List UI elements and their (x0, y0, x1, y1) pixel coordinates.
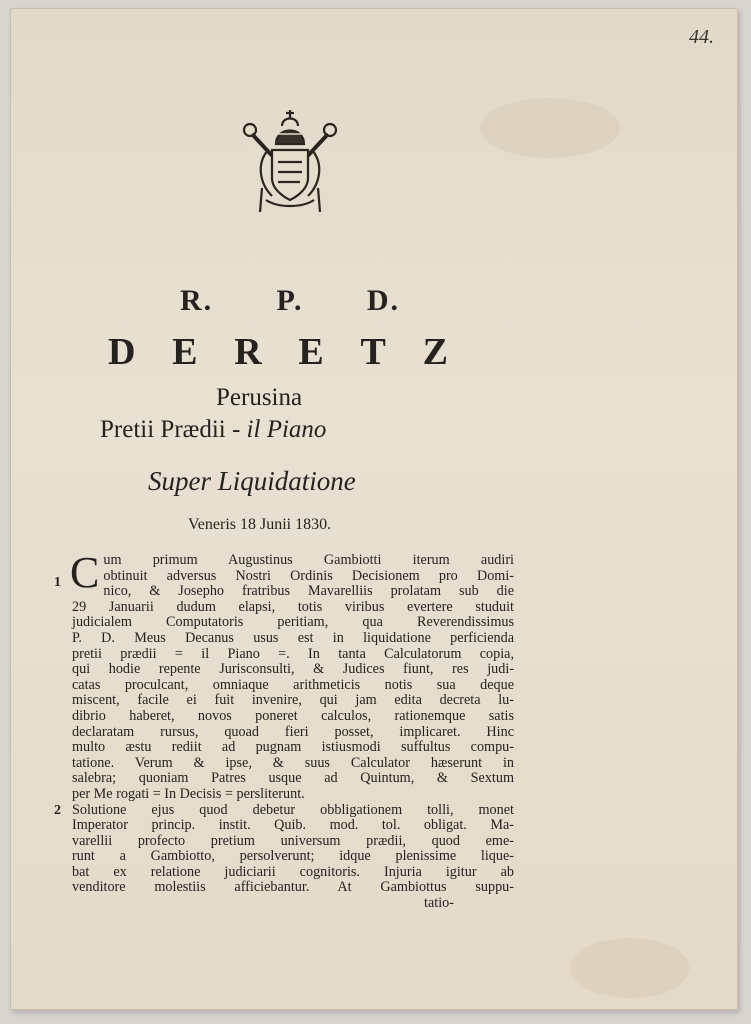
name-letter: T (360, 331, 386, 373)
text-line: catas proculcant, omniaque arithmeticis notis sua deque (72, 676, 514, 693)
name-letter: D (108, 331, 136, 373)
subject-italic: il Piano (246, 416, 327, 443)
text-line: Imperator princip. instit. Quib. mod. tol. obligat. Ma- (72, 817, 514, 834)
name-letter: R (234, 331, 262, 373)
abbr-letter: D. (366, 284, 400, 317)
place-name: Perusina (216, 384, 303, 411)
text-line: varellii profecto pretium universum prædii, quod eme- (72, 832, 514, 849)
text-line: obtinuit adversus Nostri Ordinis Decisionem pro Domi- (103, 567, 514, 584)
header-abbreviation (180, 284, 400, 318)
paper-stain (570, 938, 690, 998)
text-line: runt a Gambiotto, persolverunt; idque plenissime lique- (72, 848, 514, 865)
name-letter: E (172, 331, 198, 373)
text-line: qui hodie repente Jurisconsulti, & Judices fiunt, res judi- (72, 661, 514, 678)
header-name (108, 330, 448, 374)
text-line: P. D. Meus Decanus usus est in liquidatione perficienda (72, 629, 514, 646)
papal-coat-of-arms-icon (238, 104, 342, 214)
text-line: tatione. Verum & ipse, & suus Calculator hæserunt in (72, 754, 514, 771)
folio-number: 44. (689, 26, 714, 48)
text-line: nico, & Josepho fratribus Mavarelliis prolatam sub die (103, 583, 514, 600)
name-letter: E (298, 331, 324, 373)
text-line: multo æstu rediit ad pugnam istiusmodi suffultus compu- (72, 739, 514, 756)
text-line: miscent, facile ei fuit invenire, qui jam edita decreta lu- (72, 692, 514, 709)
text-line: per Me rogati = In Decisis = persliterunt. (72, 785, 305, 802)
paragraph-2 (54, 801, 514, 912)
case-topic: Super Liquidatione (148, 466, 356, 496)
text-line: salebra; quoniam Patres usque ad Quintum, & Sextum (72, 770, 514, 787)
name-letter: Z (422, 331, 448, 373)
case-subject (100, 416, 326, 444)
text-line: 29 Januarii dudum elapsi, totis viribus evertere studuit (72, 598, 514, 615)
text-line: Solutione ejus quod debetur obbligationem tolli, monet (72, 801, 514, 818)
text-line: venditore molestiis afficiebantur. At Gambiottus suppu- (72, 879, 514, 896)
text-line: pretii prædii = il Piano =. In tanta Calculatorum copia, (72, 645, 514, 662)
text-line: um primum Augustinus Gambiotti iterum audiri (103, 552, 514, 568)
paragraph-1 (54, 548, 514, 803)
paragraph-number: 2 (54, 802, 61, 818)
abbr-letter: P. (276, 284, 304, 317)
paragraph-number: 1 (54, 575, 61, 590)
text-line: dibrio haberet, novos poneret calculos, rationemque satis (72, 707, 514, 724)
catchword: tatio- (424, 895, 454, 912)
text-line: bat ex relatione judiciarii cognitoris. Injuria igitur ab (72, 863, 514, 880)
document-body (54, 548, 514, 912)
drop-cap: C (70, 548, 100, 597)
document-page (10, 8, 738, 1010)
abbr-letter: R. (180, 284, 214, 317)
paper-stain (480, 98, 620, 158)
text-line: declaratam rursus, quoad fieri posset, implicaret. Hinc (72, 723, 514, 740)
subject-prefix: Pretii Prædii - (100, 416, 241, 443)
text-line: judicialem Computatoris peritiam, qua Reverendissimus (72, 614, 514, 631)
hearing-date: Veneris 18 Junii 1830. (188, 516, 332, 533)
